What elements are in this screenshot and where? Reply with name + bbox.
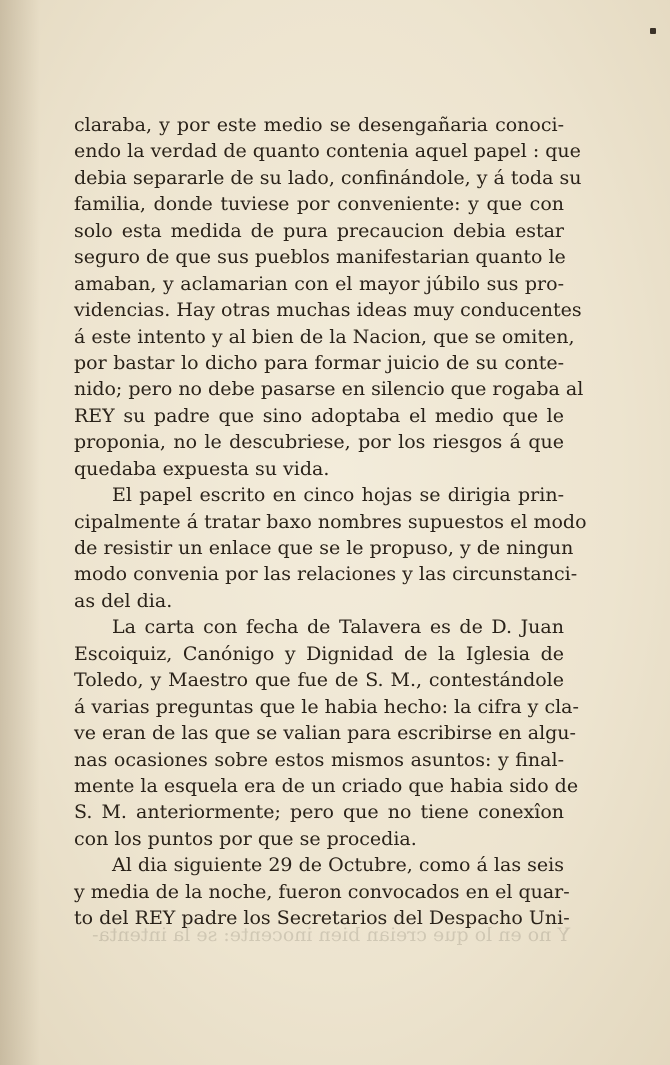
- text-line: modo convenia por las relaciones y las circunstanci-: [74, 563, 578, 586]
- bleed-through-text: Y no en lo que creian bien inocente: se la intenta-: [92, 924, 570, 946]
- text-line: de resistir un enlace que se le propuso, y de ningun: [74, 537, 574, 559]
- text-line: quedaba expuesta su vida.: [74, 457, 330, 480]
- text-line: por bastar lo dicho para formar juicio de su conte-: [74, 351, 564, 374]
- text-line: to del REY padre los Secretarios del Despacho Uni-: [74, 907, 570, 930]
- text-line: Toledo, y Maestro que fue de S. M., contestándole: [74, 669, 564, 692]
- text-line: nido; pero no debe pasarse en silencio que rogaba al: [74, 378, 584, 401]
- text-line: claraba, y por este medio se desengañaria conoci-: [74, 114, 564, 136]
- text-line: familia, donde tuviese por conveniente: y que con: [74, 193, 564, 216]
- text-line: solo esta medida de pura precaucion debia estar: [74, 219, 564, 242]
- text-line: seguro de que sus pueblos manifestarian quanto le: [74, 246, 566, 269]
- text-line: á este intento y al bien de la Nacion, que se omiten,: [74, 325, 575, 348]
- text-line: y media de la noche, fueron convocados en el quar-: [74, 880, 570, 903]
- text-line: S. M. anteriormente; pero que no tiene conexîon: [74, 801, 564, 824]
- text-line: endo la verdad de quanto contenia aquel papel : que: [74, 140, 581, 163]
- text-line: cipalmente á tratar baxo nombres supuestos el modo: [74, 510, 587, 533]
- text-line: mente la esquela era de un criado que habia sido de: [74, 774, 579, 797]
- text-line: La carta con fecha de Talavera es de D. Juan: [112, 616, 564, 639]
- text-line: á varias preguntas que le habia hecho: la cifra y cla-: [74, 695, 579, 718]
- text-line: El papel escrito en cinco hojas se dirigia prin-: [112, 484, 564, 507]
- text-line: REY su padre que sino adoptaba el medio que le: [74, 404, 564, 427]
- page-gutter-shadow: [0, 0, 40, 1065]
- text-line: Al dia siguiente 29 de Octubre, como á las seis: [112, 854, 564, 877]
- text-line: Escoiquiz, Canónigo y Dignidad de la Iglesia de: [74, 642, 564, 665]
- ink-spot: [650, 28, 656, 34]
- text-line: as del dia.: [74, 589, 173, 612]
- text-line: proponia, no le descubriese, por los riesgos á que: [74, 431, 564, 454]
- text-line: videncias. Hay otras muchas ideas muy conducentes: [74, 299, 582, 322]
- body-text: [74, 112, 587, 932]
- text-line: amaban, y aclamarian con el mayor júbilo sus pro-: [74, 272, 564, 295]
- text-line: ve eran de las que se valian para escribirse en algu-: [74, 722, 576, 745]
- text-line: con los puntos por que se procedia.: [74, 827, 417, 850]
- text-line: nas ocasiones sobre estos mismos asuntos: y final-: [74, 748, 564, 771]
- text-line: debia separarle de su lado, confinándole, y á toda su: [74, 166, 582, 189]
